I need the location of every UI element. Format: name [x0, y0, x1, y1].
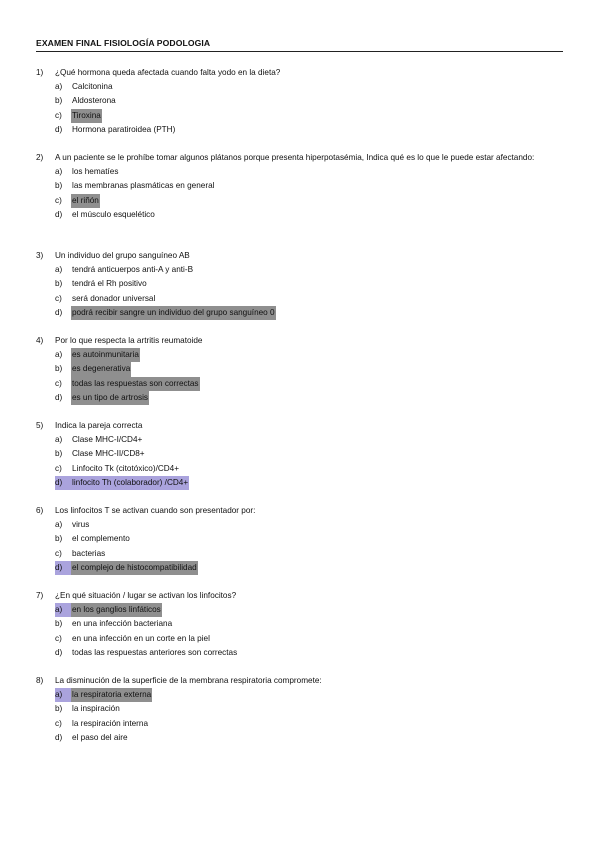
question-text: ¿En qué situación / lugar se activan los linfocitos?	[55, 591, 237, 600]
option-text: en una infección en un corte en la piel	[72, 633, 210, 643]
option-letter: a)	[55, 435, 63, 445]
question-text: A un paciente se le prohíbe tomar algunos plátanos porque presenta hiperpotasémia, Indica qué es lo que le puede estar afectando:	[55, 153, 535, 162]
option-text: los hematíes	[72, 167, 119, 177]
option-text: Hormona paratiroidea (PTH)	[72, 124, 176, 134]
question-number: 8)	[36, 676, 44, 685]
option-text-highlighted: el riñón	[71, 194, 100, 208]
option-text-highlighted: todas las respuestas son correctas	[71, 377, 200, 391]
question-number: 2)	[36, 153, 44, 162]
option-a	[55, 165, 563, 179]
option-letter: c)	[55, 633, 62, 643]
option-letter: d)	[55, 209, 63, 219]
option-text: será donador universal	[72, 293, 156, 303]
question-text: ¿Qué hormona queda afectada cuando falta yodo en la dieta?	[55, 68, 281, 77]
option-c	[55, 717, 563, 731]
option-letter: d)	[55, 392, 63, 402]
option-b	[55, 179, 563, 193]
option-text: la inspiración	[72, 704, 120, 714]
option-letter: d)	[55, 561, 71, 575]
option-text: la respiración interna	[72, 718, 149, 728]
question-text: Un individuo del grupo sanguíneo AB	[55, 251, 190, 260]
option-letter: a)	[55, 688, 71, 702]
option-text-highlighted: la respiratoria externa	[71, 688, 152, 702]
option-a-highlighted	[55, 603, 563, 617]
option-d-highlighted	[55, 391, 563, 405]
option-a-highlighted	[55, 348, 563, 362]
option-b	[55, 617, 563, 631]
option-text: el paso del aire	[72, 732, 128, 742]
option-text-highlighted: es un tipo de artrosis	[71, 391, 149, 405]
option-text: en una infección bacteriana	[72, 619, 173, 629]
option-c-highlighted	[55, 109, 563, 123]
option-c-highlighted	[55, 194, 563, 208]
question-text: Los linfocitos T se activan cuando son presentador por:	[55, 506, 256, 515]
option-letter: c)	[55, 718, 62, 728]
option-letter: b)	[55, 279, 63, 289]
option-text-highlighted: es autoinmunitaria	[71, 348, 140, 362]
option-letter: c)	[55, 110, 62, 120]
option-a	[55, 263, 563, 277]
option-text: Linfocito Tk (citotóxico)/CD4+	[72, 463, 180, 473]
option-letter: c)	[55, 463, 62, 473]
question-text: Por lo que respecta la artritis reumatoide	[55, 336, 203, 345]
option-text: el complemento	[72, 534, 130, 544]
option-letter: a)	[55, 350, 63, 360]
option-letter: c)	[55, 548, 62, 558]
option-d	[55, 123, 563, 137]
question-6	[36, 504, 563, 575]
question-4	[36, 334, 563, 405]
option-text: virus	[72, 520, 90, 530]
option-letter: a)	[55, 82, 63, 92]
option-text-highlighted: Tiroxina	[71, 109, 102, 123]
option-text: Clase MHC-I/CD4+	[72, 435, 143, 445]
option-b	[55, 94, 563, 108]
option-d	[55, 646, 563, 660]
document-title: EXAMEN FINAL FISIOLOGÍA PODOLOGIA	[36, 38, 211, 48]
option-letter: b)	[55, 181, 63, 191]
option-b	[55, 702, 563, 716]
option-text-highlighted: linfocito Th (colaborador) /CD4+	[71, 476, 189, 490]
option-text-highlighted: es degenerativa	[71, 362, 131, 376]
option-letter: d)	[55, 732, 63, 742]
option-a	[55, 518, 563, 532]
option-text-highlighted: en los ganglios linfáticos	[71, 603, 162, 617]
option-a	[55, 80, 563, 94]
option-a	[55, 433, 563, 447]
option-letter: c)	[55, 378, 62, 388]
option-letter: d)	[55, 647, 63, 657]
option-letter: b)	[55, 704, 63, 714]
option-letter: d)	[55, 476, 71, 490]
question-5	[36, 419, 563, 490]
option-text: Aldosterona	[72, 96, 116, 106]
question-7	[36, 589, 563, 660]
option-text: las membranas plasmáticas en general	[72, 181, 215, 191]
option-letter: a)	[55, 265, 63, 275]
option-text: el músculo esquelético	[72, 209, 155, 219]
question-3	[36, 249, 563, 320]
question-text: La disminución de la superficie de la membrana respiratoria compromete:	[55, 676, 322, 685]
question-8	[36, 674, 563, 745]
option-c-highlighted	[55, 377, 563, 391]
question-number: 5)	[36, 421, 44, 430]
option-text: tendrá el Rh positivo	[72, 279, 147, 289]
option-text-highlighted: el complejo de histocompatibilidad	[71, 561, 198, 575]
question-number: 1)	[36, 68, 44, 77]
option-d-highlighted	[55, 561, 563, 575]
option-letter: b)	[55, 534, 63, 544]
option-d	[55, 731, 563, 745]
question-number: 6)	[36, 506, 44, 515]
option-text: Clase MHC-II/CD8+	[72, 449, 145, 459]
option-letter: b)	[55, 619, 63, 629]
option-b-highlighted	[55, 362, 563, 376]
option-letter: c)	[55, 293, 62, 303]
option-d-highlighted	[55, 476, 563, 490]
option-letter: c)	[55, 195, 62, 205]
option-text: bacterias	[72, 548, 106, 558]
option-text-highlighted: podrá recibir sangre un individuo del grupo sanguíneo 0	[71, 306, 276, 320]
option-letter: a)	[55, 603, 71, 617]
question-2	[36, 151, 563, 222]
option-b	[55, 447, 563, 461]
option-letter: d)	[55, 124, 63, 134]
option-letter: b)	[55, 96, 63, 106]
option-text: Calcitonina	[72, 82, 113, 92]
option-letter: b)	[55, 364, 63, 374]
option-letter: a)	[55, 520, 63, 530]
option-d	[55, 208, 563, 222]
option-b	[55, 532, 563, 546]
option-c	[55, 292, 563, 306]
option-c	[55, 632, 563, 646]
option-b	[55, 277, 563, 291]
option-d-highlighted	[55, 306, 563, 320]
option-text: tendrá anticuerpos anti-A y anti-B	[72, 265, 194, 275]
option-text: todas las respuestas anteriores son correctas	[72, 647, 238, 657]
question-1	[36, 66, 563, 137]
option-letter: a)	[55, 167, 63, 177]
question-number: 7)	[36, 591, 44, 600]
option-c	[55, 547, 563, 561]
option-a-highlighted	[55, 688, 563, 702]
question-number: 4)	[36, 336, 44, 345]
title-divider	[36, 51, 563, 52]
option-c	[55, 462, 563, 476]
option-letter: d)	[55, 307, 63, 317]
question-number: 3)	[36, 251, 44, 260]
question-text: Indica la pareja correcta	[55, 421, 143, 430]
option-letter: b)	[55, 449, 63, 459]
